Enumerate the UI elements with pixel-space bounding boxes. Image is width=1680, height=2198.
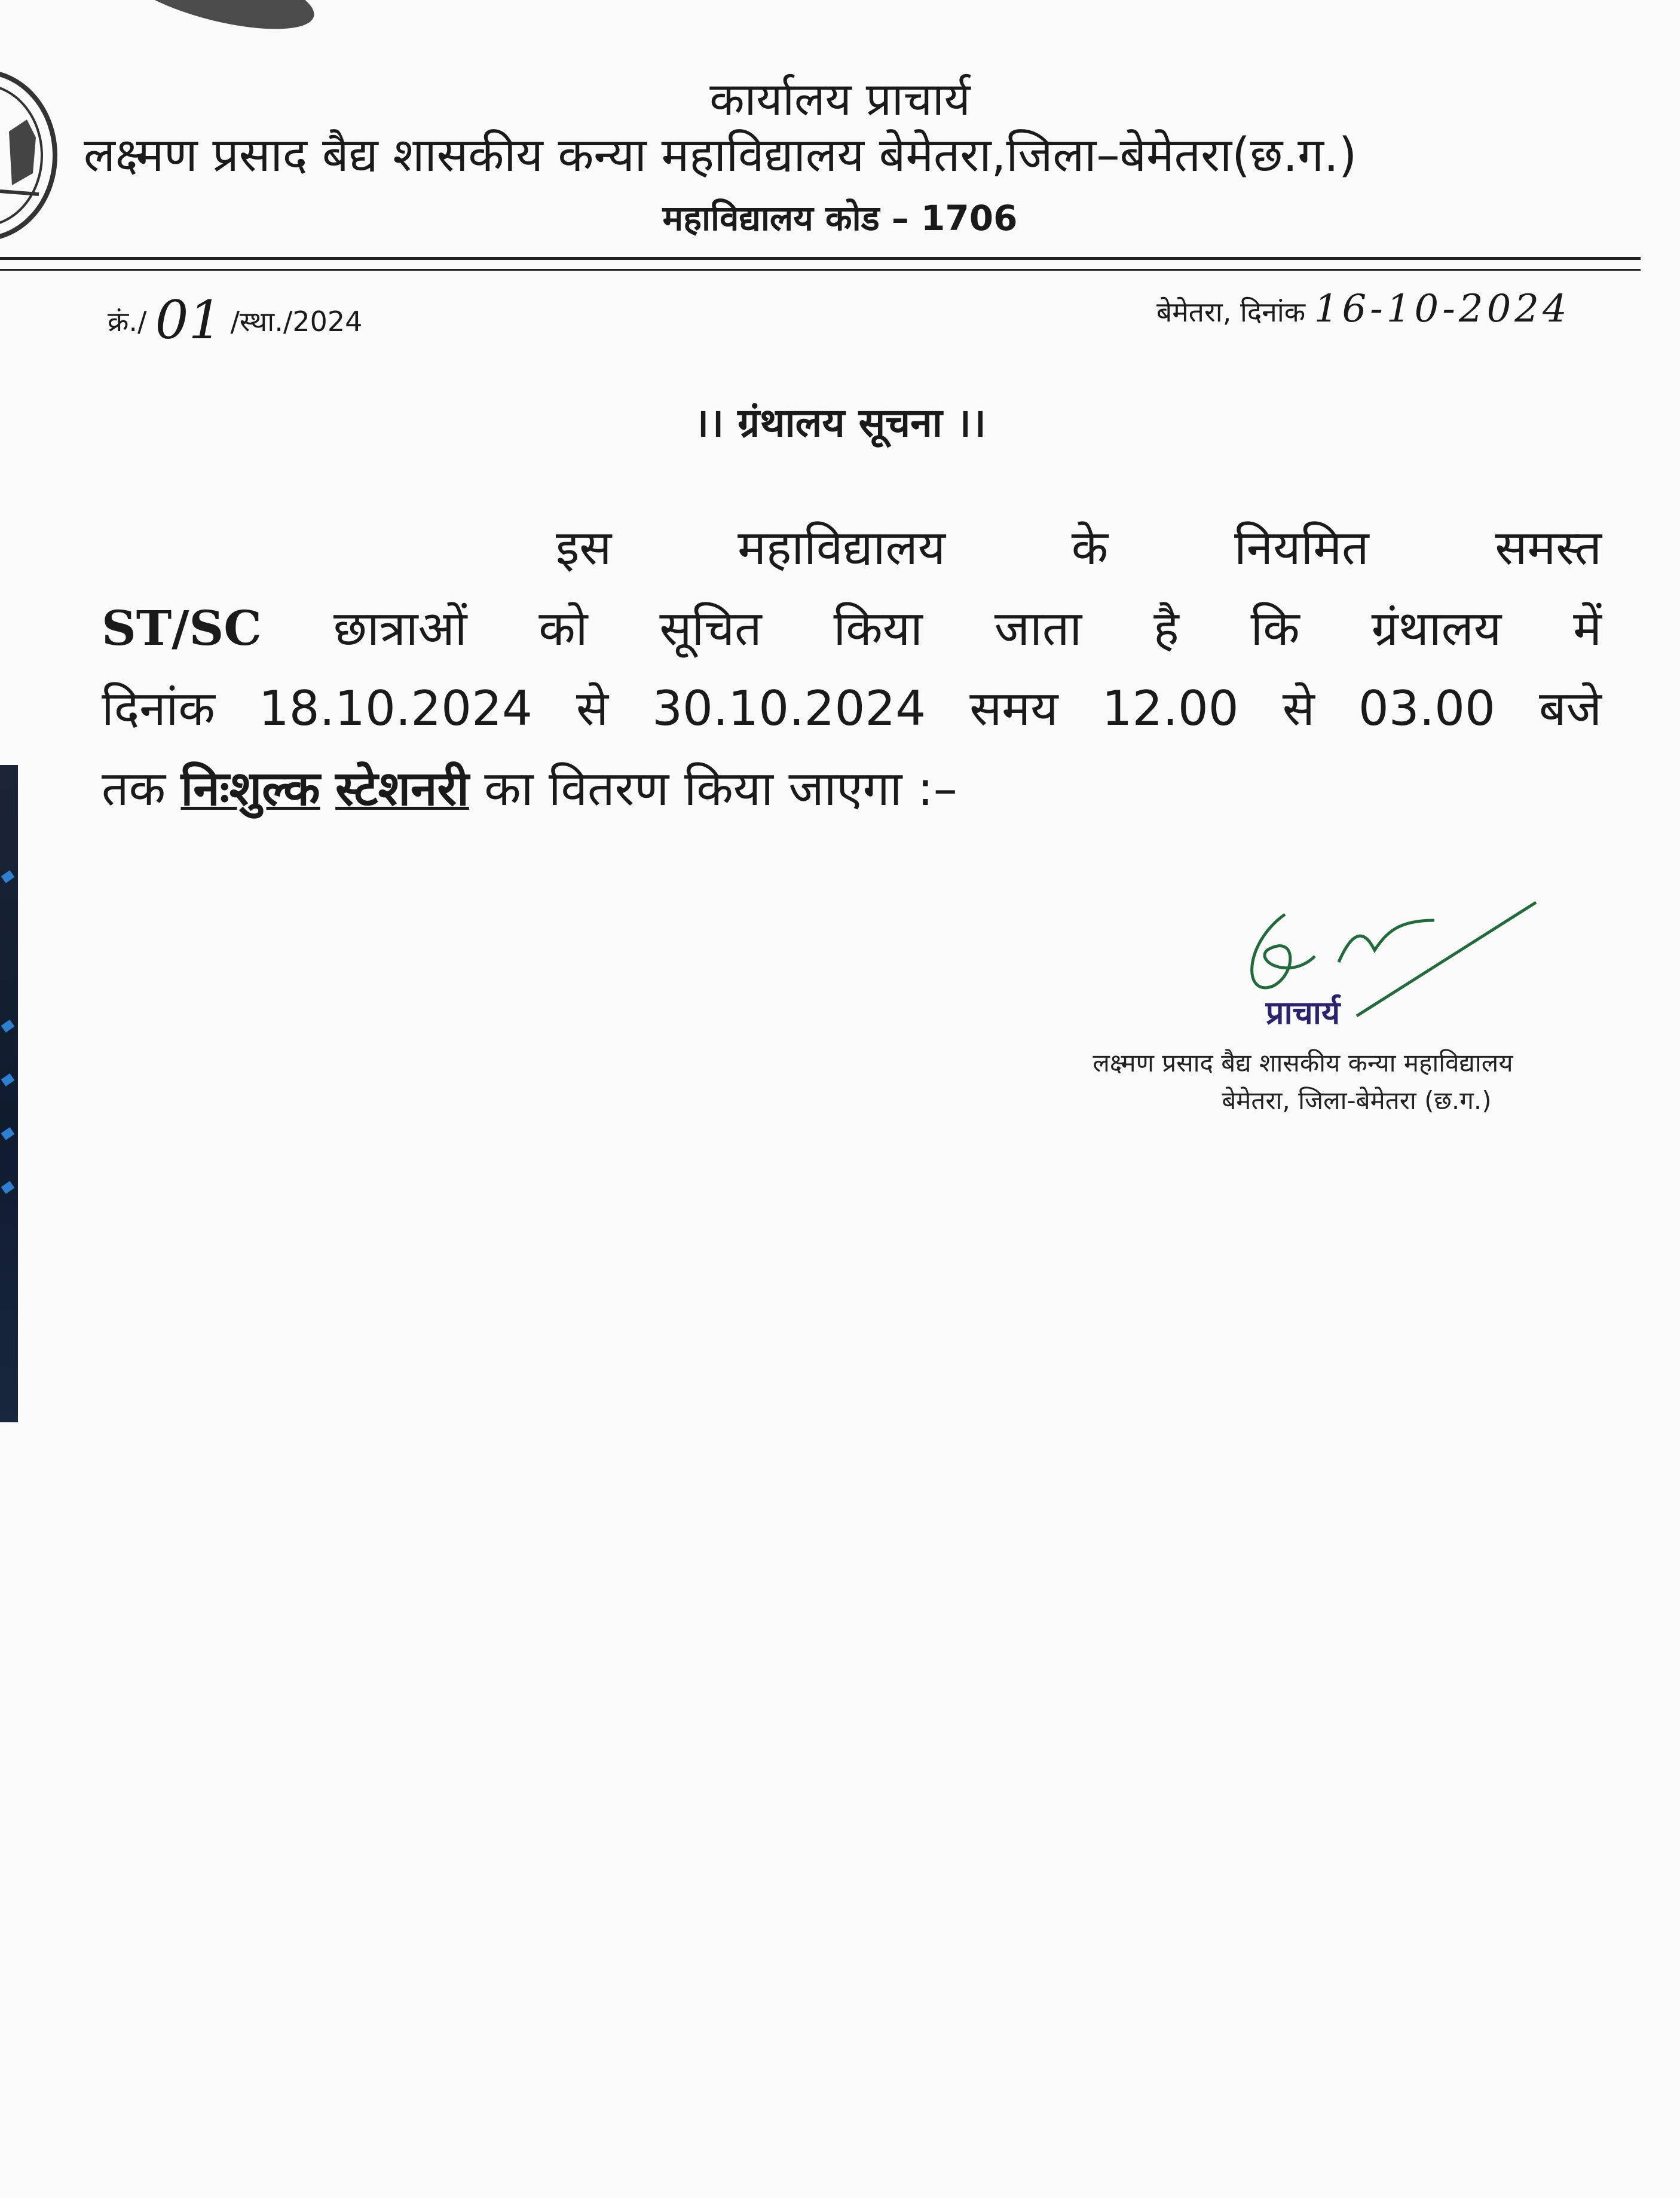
- header-rule-secondary: [0, 269, 1641, 271]
- date-handwritten: 16-10-2024: [1314, 287, 1571, 331]
- reference-suffix: /स्था./2024: [230, 305, 363, 338]
- header-rule: [0, 257, 1641, 260]
- notice-title: ।। ग्रंथालय सूचना ।।: [694, 400, 986, 446]
- reference-prefix: क्रं./: [108, 305, 147, 338]
- notice-line-4-end: का वितरण किया जाएगा :–: [484, 761, 957, 816]
- stamp-line-2: बेमेतरा, जिला-बेमेतरा (छ.ग.): [1222, 1086, 1492, 1115]
- date-label: बेमेतरा, दिनांक: [1156, 296, 1306, 328]
- college-code: महाविद्यालय कोड – 1706: [662, 198, 1018, 238]
- notice-line-4: [102, 749, 1602, 829]
- notice-body: [102, 508, 1602, 829]
- principal-stamp: [980, 989, 1626, 1117]
- college-name: लक्ष्मण प्रसाद बैद्य शासकीय कन्या महाविद्यालय बेमेतरा,जिला–बेमेतरा(छ.ग.): [84, 128, 1357, 182]
- stamp-title: प्राचार्य: [1265, 994, 1341, 1031]
- office-heading: कार्यालय प्राचार्य: [709, 72, 971, 125]
- notice-line-2: [102, 588, 1602, 669]
- stationery-label: स्टेशनरी: [335, 761, 469, 816]
- stamp-line-1: लक्ष्मण प्रसाद बैद्य शासकीय कन्या महाविद्यालय: [1093, 1048, 1513, 1077]
- notice-line-4-start: तक: [102, 761, 166, 816]
- free-label: निःशुल्क: [180, 761, 320, 816]
- notice-line-3: दिनांक 18.10.2024 से 30.10.2024 समय 12.00 से 03.00 बजे: [102, 681, 1602, 736]
- reference-handwritten: 01: [155, 289, 222, 351]
- dateline: [1156, 287, 1571, 331]
- notice-line-2-text: छात्राओं को सूचित किया जाता है कि ग्रंथालय में: [333, 601, 1602, 656]
- reference-number: [108, 289, 362, 351]
- notice-line-1: इस महाविद्यालय के नियमित समस्त: [556, 520, 1602, 575]
- scan-edge-cloth: [0, 765, 18, 1422]
- scan-shadow: [115, 0, 320, 44]
- category-label: ST/SC: [102, 600, 262, 656]
